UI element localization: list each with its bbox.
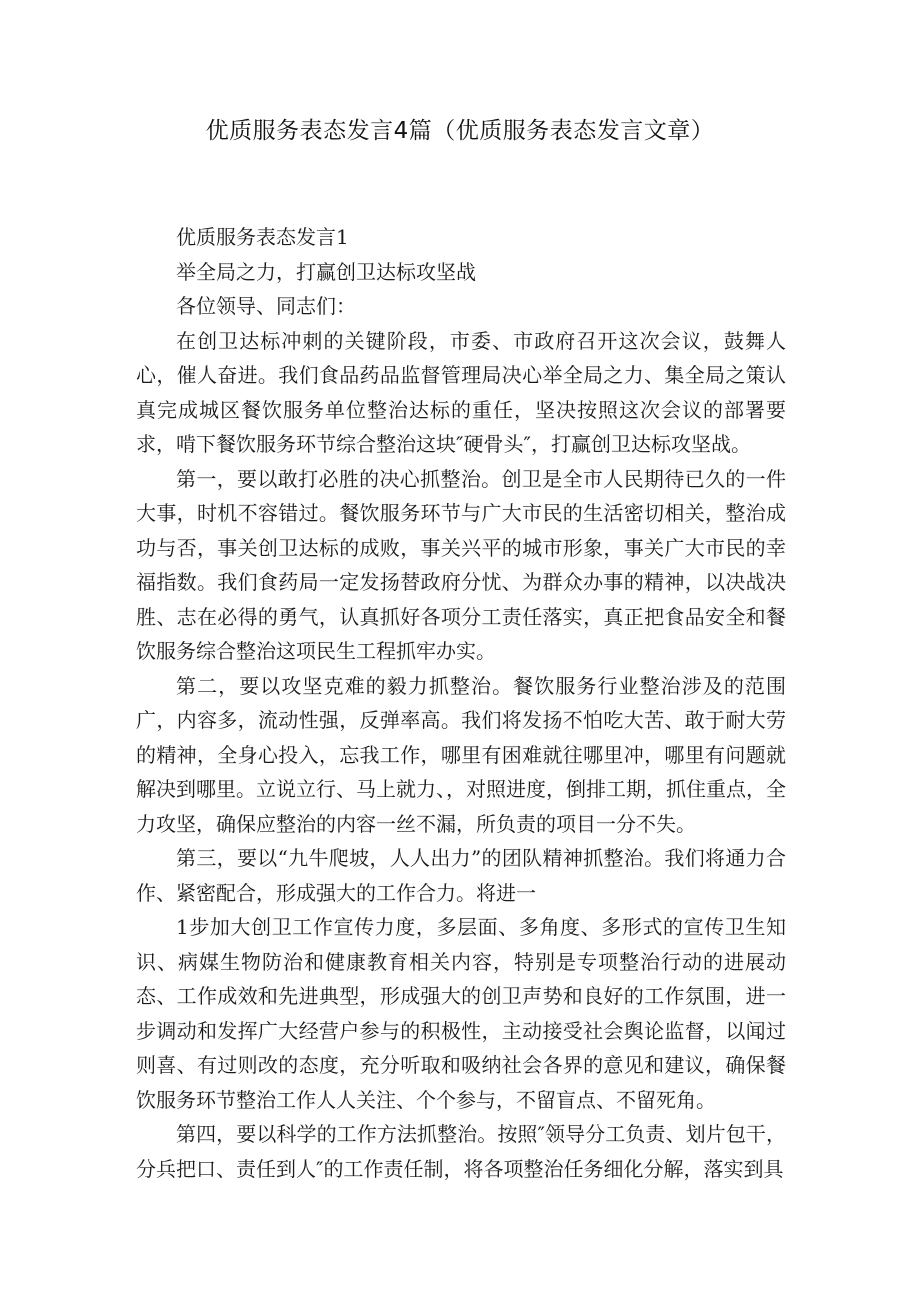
- paragraph-intro: 在创卫达标冲刺的关键阶段，市委、市政府召开这次会议，鼓舞人心，催人奋进。我们食品药品监督管理局决心举全局之力、集全局之策认真完成城区餐饮服务单位整治达标的重任，坚决按照这次会议的部署要求，啃下餐饮服务环节综合整治这块″硬骨头″，打赢创卫达标攻坚战。: [136, 328, 786, 456]
- paragraph-fourth: 第四，要以科学的工作方法抓整治。按照″领导分工负责、划片包干，分兵把口、责任到人″的工作责任制，将各项整治任务细化分解，落实到具: [136, 1122, 786, 1181]
- paragraph-third-continued: 1步加大创卫工作宣传力度，多层面、多角度、多形式的宣传卫生知识、病媒生物防治和健康教育相关内容，特别是专项整治行动的进展动态、工作成效和先进典型，形成强大的创卫声势和良好的工作氛围，进一步调动和发挥广大经营户参与的积极性，主动接受社会舆论监督，以闻过则喜、有过则改的态度，充分听取和吸纳社会各界的意见和建议，确保餐饮服务环节整治工作人人关注、个个参与，不留盲点、不留死角。: [136, 915, 786, 1112]
- speech-title: 举全局之力，打赢创卫达标攻坚战: [176, 259, 476, 284]
- paragraph-third: 第三，要以“九牛爬坡，人人出力”的团队精神抓整治。我们将通力合作、紧密配合，形成强大的工作合力。将进一: [136, 846, 786, 905]
- paragraph-first: 第一，要以敢打必胜的决心抓整治。创卫是全市人民期待已久的一件大事，时机不容错过。餐饮服务环节与广大市民的生活密切相关，整治成功与否，事关创卫达标的成败，事关兴平的城市形象，事关广大市民的幸福指数。我们食药局一定发扬替政府分忧、为群众办事的精神，以决战决胜、志在必得的勇气，认真抓好各项分工责任落实，真正把食品安全和餐饮服务综合整治这项民生工程抓牢办实。: [136, 466, 786, 663]
- document-title: 优质服务表态发言4篇（优质服务表态发言文章）: [205, 118, 715, 144]
- document-body: [136, 220, 786, 1186]
- section-heading: 优质服务表态发言1: [176, 225, 349, 249]
- salutation: 各位领导、同志们：: [176, 294, 356, 318]
- paragraph-second: 第二，要以攻坚克难的毅力抓整治。餐饮服务行业整治涉及的范围广，内容多，流动性强，反弹率高。我们将发扬不怕吃大苦、敢于耐大劳的精神，全身心投入，忘我工作，哪里有困难就往哪里冲，哪里有问题就解决到哪里。立说立行、马上就力、，对照进度，倒排工期，抓住重点，全力攻坚，确保应整治的内容一丝不漏，所负责的项目一分不失。: [136, 673, 786, 836]
